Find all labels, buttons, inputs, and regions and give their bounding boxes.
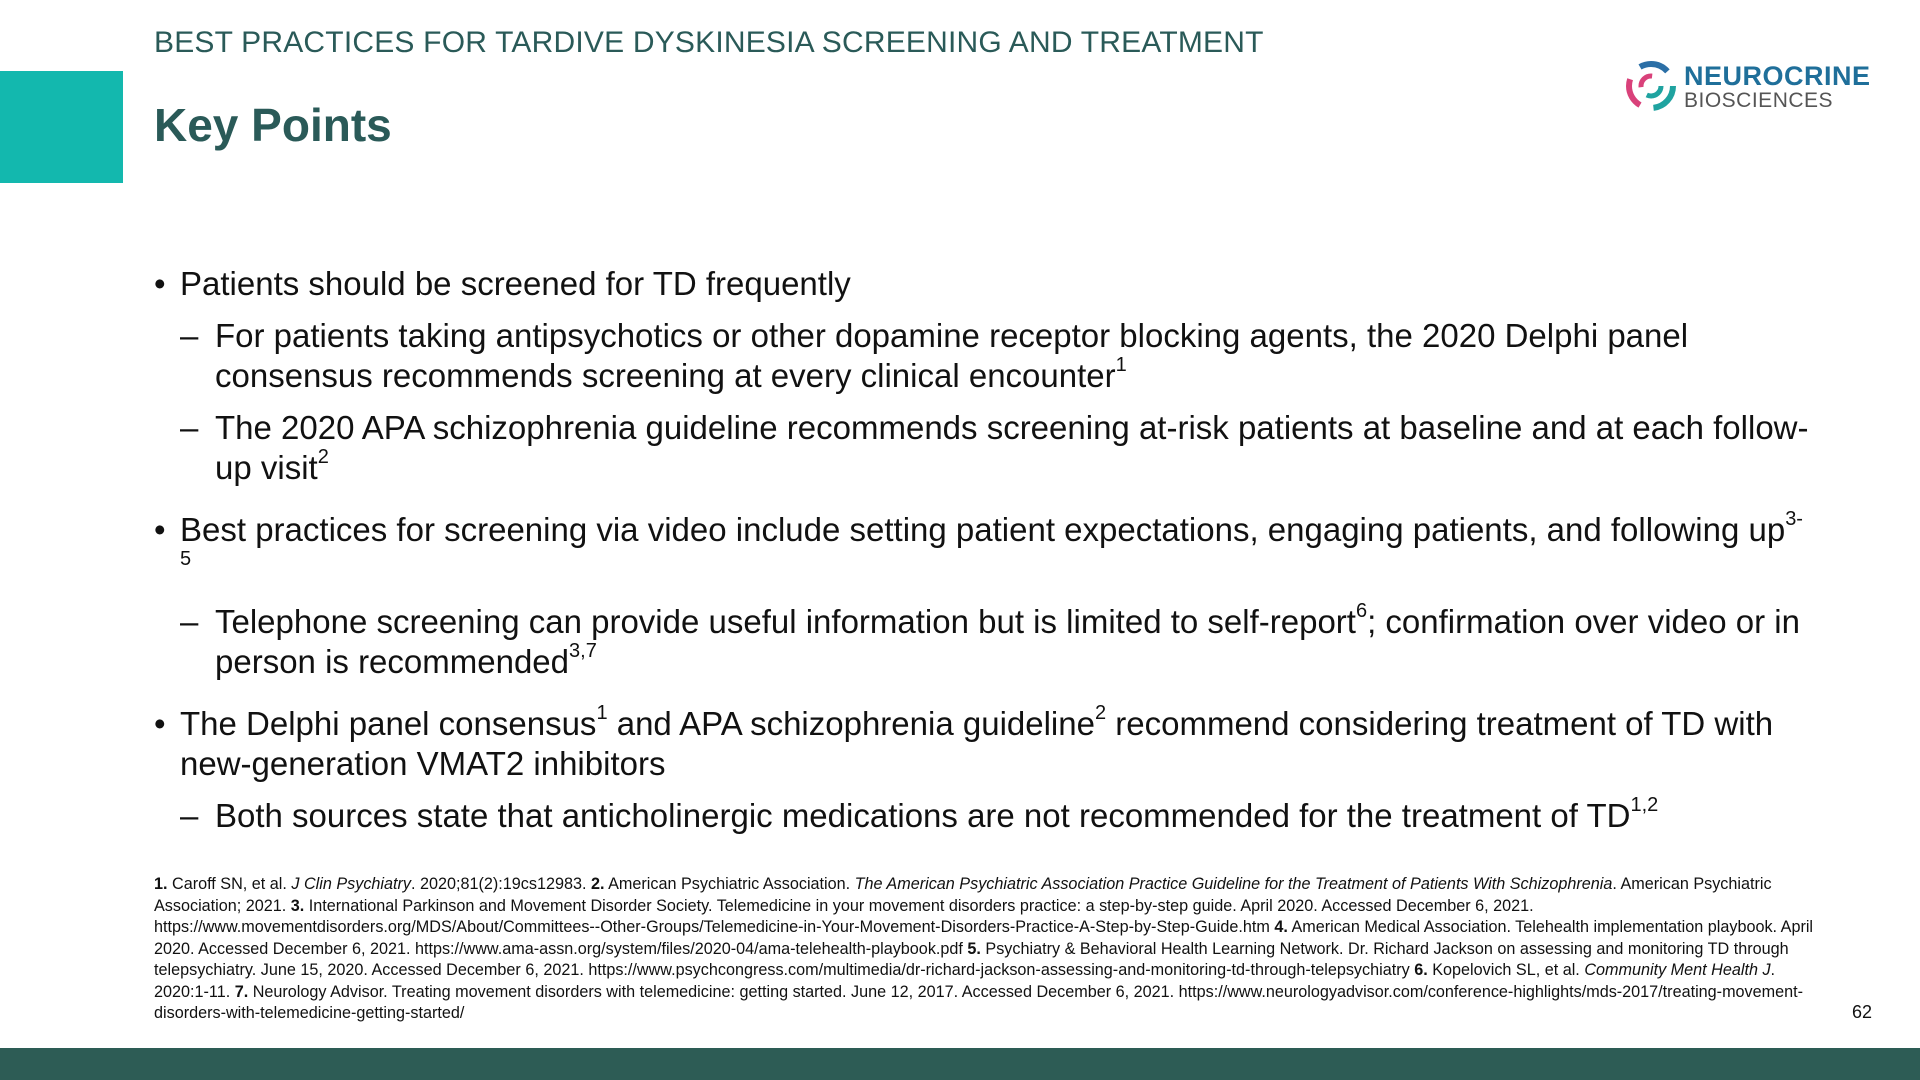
bullet-2	[154, 510, 1814, 590]
sub-bullet-text: The 2020 APA schizophrenia guideline recommends screening at-risk patients at baseline and at each follow-up visit	[215, 409, 1809, 486]
reference-2: 2. American Psychiatric Association. The American Psychiatric Association Practice Guideline for the Treatment of Patients With Schizophrenia. American Psychiatric Association; 2021.	[154, 875, 1772, 915]
accent-block	[0, 71, 123, 183]
company-logo	[1626, 58, 1896, 118]
citation: 1	[1115, 354, 1127, 376]
citation: 2	[1094, 702, 1107, 724]
bullet-3	[154, 704, 1814, 784]
reference-3: 3. International Parkinson and Movement Disorder Society. Telemedicine in your movement disorders practice: a step-by-step guide. April 2020. Accessed December 6, 2021. https://www.movementdisorders.org/MDS/About/Committees--Other-Groups/Telemedicine-in-Your-Movement-Disorders-Practice-A-Step-by-Step-Guide.htm	[154, 896, 1534, 936]
sub-bullet-text: Both sources state that anticholinergic medications are not recommended for the treatment of TD	[215, 797, 1631, 834]
bullet-text: The Delphi panel consensus	[180, 705, 597, 742]
logo-brand-text: NEUROCRINE	[1684, 61, 1871, 91]
reference-7: 7. Neurology Advisor. Treating movement disorders with telemedicine: getting started. June 12, 2017. Accessed December 6, 2021. https://www.neurologyadvisor.com/conference-highlights/mds-2017/treating-movement-disorders-with-telemedicine-getting-started/	[154, 982, 1804, 1022]
citation: 3,7	[569, 640, 597, 662]
reference-1: 1. Caroff SN, et al. J Clin Psychiatry. 2020;81(2):19cs12983.	[154, 875, 592, 893]
citation: 2	[317, 446, 329, 468]
sub-bullet-text: Telephone screening can provide useful information but is limited to self-report	[215, 603, 1356, 640]
bullet-text: Best practices for screening via video include setting patient expectations, engaging patients, and following up	[180, 511, 1786, 548]
key-points	[154, 264, 1814, 848]
bullet-text: and APA schizophrenia guideline	[607, 705, 1095, 742]
citation: 6	[1355, 600, 1368, 622]
citation: 1,2	[1630, 794, 1659, 816]
slide-title: Key Points	[154, 99, 392, 151]
logo-sub-text: BIOSCIENCES	[1684, 89, 1834, 112]
bullet-text: recommend considering treatment of TD with new-generation VMAT2 inhibitors	[180, 705, 1774, 782]
bullet-1	[154, 264, 1814, 304]
bullet-text: Patients should be screened for TD frequently	[180, 265, 851, 302]
sub-bullet-2-1	[154, 602, 1814, 682]
citation: 1	[596, 702, 608, 724]
section-header: BEST PRACTICES FOR TARDIVE DYSKINESIA SCREENING AND TREATMENT	[154, 26, 1264, 59]
reference-4: 4. American Medical Association. Telehealth implementation playbook. April 2020. Accessed December 6, 2021. https://www.ama-assn.org/system/files/2020-04/ama-telehealth-playbook.pdf	[154, 918, 1814, 958]
sub-bullet-text: For patients taking antipsychotics or other dopamine receptor blocking agents, the 2020 Delphi panel consensus recommends screening at every clinical encounter	[215, 317, 1689, 394]
neurocrine-swirl-icon	[1626, 61, 1676, 111]
sub-bullet-text: ; confirmation over video or in person is recommended	[215, 603, 1800, 680]
reference-5: 5. Psychiatry & Behavioral Health Learning Network. Dr. Richard Jackson on assessing and monitoring TD through telepsychiatry. June 15, 2020. Accessed December 6, 2021. https://www.psychcongress.com/multimedia/dr-richard-jackson-assessing-and-monitoring-td-through-telepsychiatry	[154, 939, 1789, 979]
citation: 3-5	[180, 508, 1803, 570]
sub-bullet-1-1	[154, 316, 1814, 396]
page-number: 62	[1852, 1002, 1873, 1022]
references	[154, 874, 1834, 1025]
sub-bullet-3-1	[154, 796, 1814, 836]
reference-6: 6. Kopelovich SL, et al. Community Ment Health J. 2020:1-11.	[154, 961, 1776, 1001]
sub-bullet-1-2	[154, 408, 1814, 488]
footer-bar	[0, 1048, 1920, 1080]
